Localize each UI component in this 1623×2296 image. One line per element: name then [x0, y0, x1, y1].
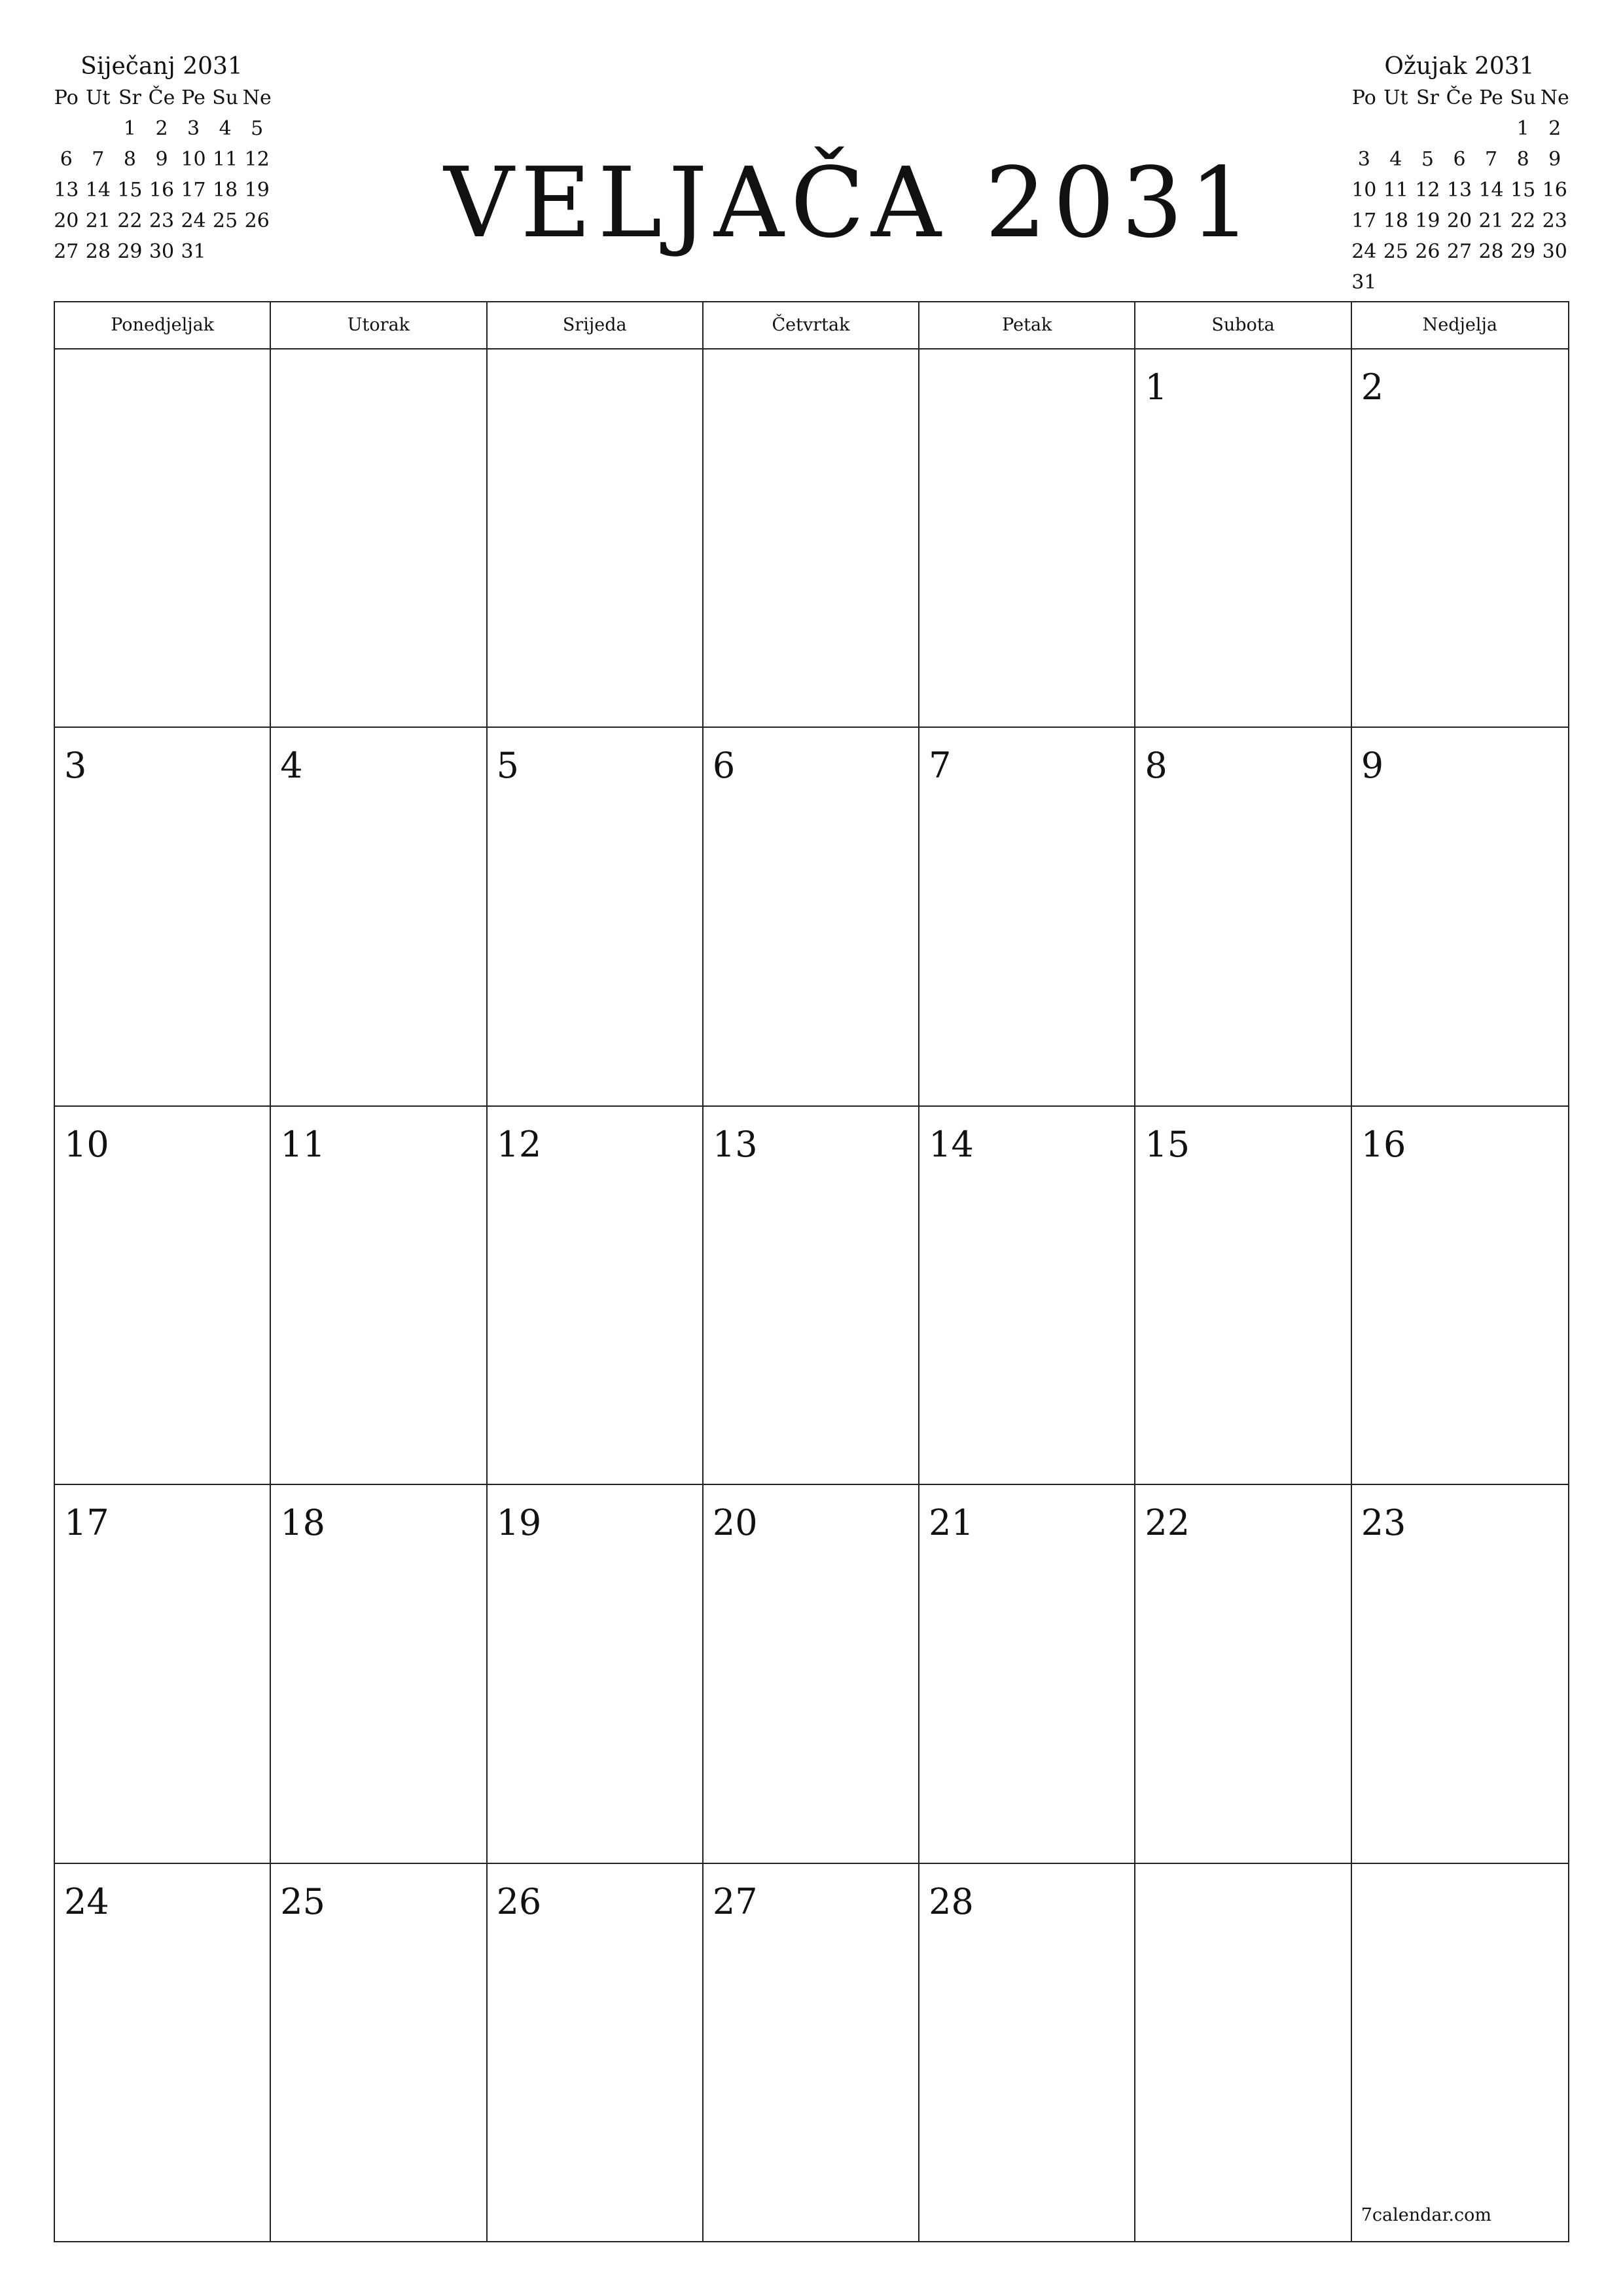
mini-weekday: Ut: [1383, 86, 1408, 109]
mini-weekday: Ne: [1540, 86, 1569, 109]
footer-credit: 7calendar.com: [1361, 2205, 1491, 2225]
mini-calendar-prev-title: Siječanj 2031: [80, 53, 243, 80]
mini-calendar-day: [1507, 267, 1539, 298]
mini-calendar-day: 29: [1510, 240, 1536, 263]
mini-calendar-day: 13: [54, 179, 79, 202]
mini-calendar-day: 2: [155, 117, 168, 140]
mini-calendar-next-weekdays: [1348, 82, 1571, 113]
day-cell: [919, 350, 1135, 728]
weekday-header: Petak: [919, 302, 1135, 348]
mini-weekday: Su: [1510, 86, 1537, 109]
day-cell: [55, 1107, 271, 1485]
day-number: 7: [929, 745, 952, 787]
mini-calendar-day: 30: [149, 240, 175, 263]
day-cell: [919, 1107, 1135, 1485]
mini-weekday: Ne: [242, 86, 272, 109]
day-cell: [919, 1485, 1135, 1863]
mini-calendar-day: 20: [1446, 209, 1472, 232]
mini-calendar-day: 14: [1478, 179, 1504, 202]
day-cell: [704, 1485, 919, 1863]
page-title: VELJAČA 2031: [444, 147, 1258, 259]
mini-calendar-day: 12: [1415, 179, 1440, 202]
mini-calendar-day: 28: [85, 240, 111, 263]
day-number: 2: [1361, 367, 1384, 408]
mini-calendar-day: 21: [1478, 209, 1504, 232]
mini-calendar-day: 22: [117, 209, 143, 232]
mini-calendar-next-title: Ožujak 2031: [1384, 53, 1535, 80]
mini-calendar-day: 3: [187, 117, 200, 140]
mini-weekday: Po: [1351, 86, 1376, 109]
mini-calendar-day: 26: [1415, 240, 1440, 263]
day-number: 28: [929, 1880, 974, 1922]
mini-calendar-day: 3: [1357, 148, 1370, 171]
day-cell: [704, 1864, 919, 2242]
day-number: 9: [1361, 745, 1384, 787]
mini-calendar-next-days: [1348, 113, 1571, 298]
day-number: 19: [496, 1502, 542, 1544]
mini-calendar-next: [1348, 51, 1571, 298]
weekday-header: Ponedjeljak: [55, 302, 271, 348]
weekday-header: Subota: [1135, 302, 1351, 348]
mini-calendar-week: [50, 175, 273, 206]
mini-calendar-day: 31: [181, 240, 206, 263]
mini-calendar-day: [1380, 267, 1412, 298]
mini-calendar-day: 8: [1516, 148, 1529, 171]
day-number: 10: [64, 1123, 109, 1165]
mini-calendar-day: 11: [213, 148, 238, 171]
weekday-header: Srijeda: [488, 302, 704, 348]
day-cell: [919, 1864, 1135, 2242]
day-cell: [271, 1107, 487, 1485]
mini-calendar-prev-days: [50, 113, 273, 267]
day-cell: [1135, 728, 1351, 1106]
month-grid: [54, 301, 1569, 2242]
mini-calendar-day: [1444, 267, 1476, 298]
day-number: 27: [712, 1880, 758, 1922]
mini-calendar-day: 15: [1510, 179, 1536, 202]
day-cell: [1352, 1864, 1568, 2242]
mini-calendar-day: 26: [244, 209, 270, 232]
mini-calendar-day: 14: [85, 179, 111, 202]
day-number: 15: [1145, 1123, 1190, 1165]
day-cell: [271, 1864, 487, 2242]
mini-calendar-day: 23: [1542, 209, 1567, 232]
mini-calendar-day: 18: [1383, 209, 1408, 232]
day-cell: [488, 1485, 704, 1863]
mini-calendar-day: 28: [1478, 240, 1504, 263]
day-number: 23: [1361, 1502, 1406, 1544]
mini-calendar-day: 4: [1389, 148, 1402, 171]
mini-calendar-day: 17: [1351, 209, 1377, 232]
mini-weekday: Pe: [181, 86, 205, 109]
mini-calendar-day: 1: [1516, 117, 1529, 140]
mini-calendar-day: [1412, 267, 1444, 298]
weekday-header: Utorak: [271, 302, 487, 348]
day-number: 1: [1145, 367, 1168, 408]
mini-calendar-day: 30: [1542, 240, 1567, 263]
mini-calendar-day: 13: [1446, 179, 1472, 202]
mini-calendar-day: 24: [1351, 240, 1377, 263]
mini-calendar-day: 5: [251, 117, 264, 140]
day-cell: [271, 728, 487, 1106]
day-number: 25: [280, 1880, 325, 1922]
day-number: 16: [1361, 1123, 1406, 1165]
mini-calendar-day: 20: [54, 209, 79, 232]
day-cell: [1135, 1485, 1351, 1863]
day-number: 21: [929, 1502, 974, 1544]
day-cell: [488, 350, 704, 728]
mini-weekday: Su: [212, 86, 239, 109]
mini-calendar-day: 16: [1542, 179, 1567, 202]
day-number: 4: [280, 745, 303, 787]
mini-calendar-week: [50, 113, 273, 144]
weekday-header: Nedjelja: [1422, 315, 1498, 335]
day-cell: [1352, 728, 1568, 1106]
mini-calendar-week: [1348, 206, 1571, 236]
mini-calendar-day: [1539, 267, 1571, 298]
mini-calendar-day: [82, 113, 115, 144]
mini-weekday: Sr: [1416, 86, 1439, 109]
mini-calendar-day: 6: [60, 148, 73, 171]
day-number: 12: [496, 1123, 542, 1165]
day-number: 14: [929, 1123, 974, 1165]
mini-calendar-week: [1348, 267, 1571, 298]
mini-weekday: Sr: [118, 86, 141, 109]
mini-calendar-week: [50, 236, 273, 267]
mini-calendar-day: 31: [1351, 271, 1377, 294]
day-number: 3: [64, 745, 87, 787]
mini-calendar-day: 19: [244, 179, 270, 202]
mini-calendar-prev: [50, 51, 273, 267]
mini-calendar-day: 9: [155, 148, 168, 171]
mini-calendar-day: [1444, 113, 1476, 144]
day-cell: [1135, 1864, 1351, 2242]
day-cell: [704, 1107, 919, 1485]
mini-calendar-day: 10: [1351, 179, 1377, 202]
day-cell: [919, 728, 1135, 1106]
mini-calendar-day: [209, 236, 241, 267]
mini-calendar-day: 17: [181, 179, 206, 202]
day-number: 17: [64, 1502, 109, 1544]
mini-calendar-day: 1: [123, 117, 136, 140]
mini-weekday: Po: [54, 86, 79, 109]
mini-calendar-week: [1348, 144, 1571, 175]
mini-calendar-day: [1348, 113, 1380, 144]
mini-calendar-day: 2: [1548, 117, 1561, 140]
mini-calendar-week: [1348, 113, 1571, 144]
mini-calendar-day: 27: [1446, 240, 1472, 263]
day-cell: [1352, 350, 1568, 728]
mini-calendar-day: 6: [1453, 148, 1466, 171]
day-number: 24: [64, 1880, 109, 1922]
mini-calendar-day: 9: [1548, 148, 1561, 171]
mini-calendar-day: 8: [123, 148, 136, 171]
day-cell: [271, 350, 487, 728]
mini-calendar-day: 25: [213, 209, 238, 232]
day-cell: [1352, 1107, 1568, 1485]
mini-calendar-day: 27: [54, 240, 79, 263]
mini-calendar-day: [1475, 113, 1507, 144]
mini-calendar-day: [1380, 113, 1412, 144]
mini-calendar-day: 23: [149, 209, 175, 232]
mini-calendar-day: [50, 113, 82, 144]
mini-calendar-day: 25: [1383, 240, 1408, 263]
day-cell: [488, 1107, 704, 1485]
mini-calendar-day: 12: [244, 148, 270, 171]
mini-calendar-day: 10: [181, 148, 206, 171]
mini-calendar-day: [1475, 267, 1507, 298]
weekday-header-row: [55, 302, 1568, 350]
mini-weekday: Ut: [86, 86, 111, 109]
day-cell: [55, 350, 271, 728]
day-cell: [704, 728, 919, 1106]
day-cell: [1135, 350, 1351, 728]
mini-calendar-day: 29: [117, 240, 143, 263]
day-number: 22: [1145, 1502, 1190, 1544]
mini-calendar-day: 22: [1510, 209, 1536, 232]
day-cell: [55, 728, 271, 1106]
mini-calendar-day: 15: [117, 179, 143, 202]
mini-calendar-day: 16: [149, 179, 175, 202]
day-number: 20: [712, 1502, 758, 1544]
day-number: 18: [280, 1502, 325, 1544]
day-cell: [488, 728, 704, 1106]
mini-calendar-day: 4: [219, 117, 232, 140]
day-number: 26: [496, 1880, 542, 1922]
mini-calendar-day: [241, 236, 273, 267]
day-cell: [704, 350, 919, 728]
weekday-header: Četvrtak: [704, 302, 919, 348]
mini-calendar-day: 19: [1415, 209, 1440, 232]
day-number: 8: [1145, 745, 1168, 787]
mini-calendar-day: 21: [85, 209, 111, 232]
mini-weekday: Pe: [1479, 86, 1503, 109]
day-cells: [55, 350, 1568, 2242]
mini-calendar-day: 5: [1421, 148, 1434, 171]
day-cell: [55, 1864, 271, 2242]
mini-calendar-week: [1348, 175, 1571, 206]
mini-weekday: Če: [1446, 86, 1473, 109]
day-number: 13: [712, 1123, 758, 1165]
mini-calendar-week: [50, 144, 273, 175]
day-cell: [271, 1485, 487, 1863]
day-number: 11: [280, 1123, 325, 1165]
mini-calendar-day: 24: [181, 209, 206, 232]
mini-calendar-day: 7: [92, 148, 105, 171]
day-cell: [55, 1485, 271, 1863]
mini-calendar-day: 11: [1383, 179, 1408, 202]
mini-calendar-prev-weekdays: [50, 82, 273, 113]
mini-weekday: Če: [148, 86, 175, 109]
day-cell: [488, 1864, 704, 2242]
day-cell: [1135, 1107, 1351, 1485]
day-cell: [1352, 1485, 1568, 1863]
day-number: 6: [712, 745, 736, 787]
mini-calendar-week: [50, 206, 273, 236]
mini-calendar-week: [1348, 236, 1571, 267]
mini-calendar-day: 18: [213, 179, 238, 202]
mini-calendar-day: 7: [1485, 148, 1498, 171]
day-number: 5: [496, 745, 519, 787]
mini-calendar-day: [1412, 113, 1444, 144]
